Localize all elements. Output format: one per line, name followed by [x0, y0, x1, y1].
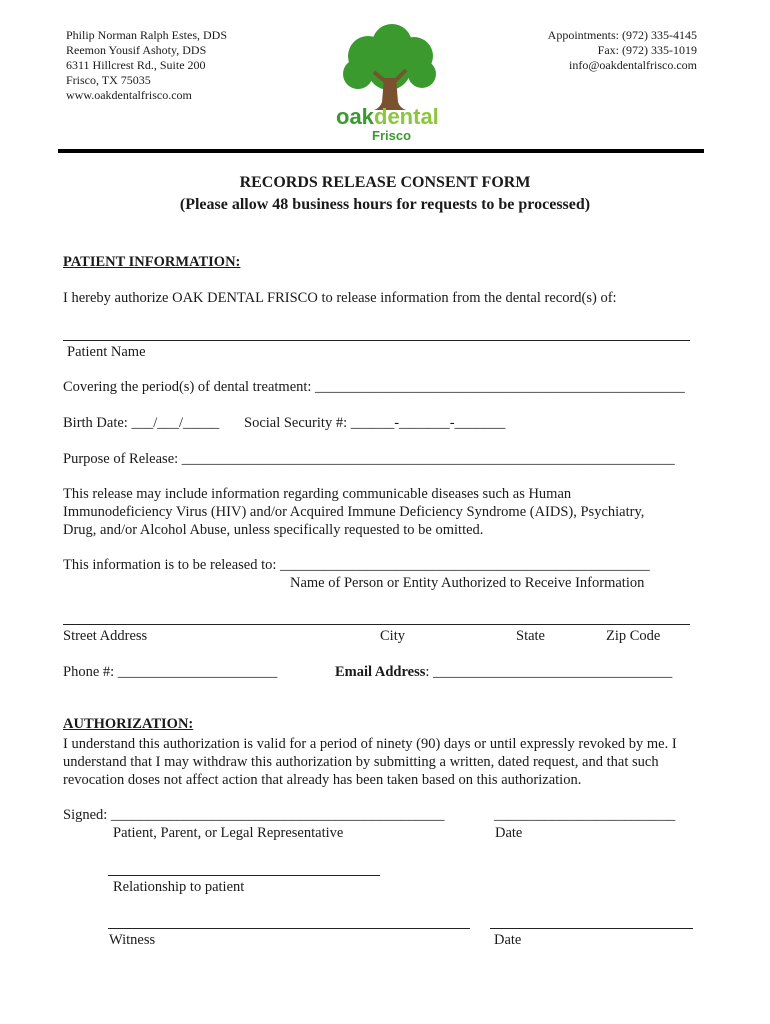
witness-date-line[interactable] — [490, 928, 693, 929]
address-line-2: Frisco, TX 75035 — [66, 73, 151, 87]
email-address: info@oakdentalfrisco.com — [568, 58, 697, 72]
authorization-line: revocation doses not affect action that already has been taken based on this authorization. — [63, 772, 582, 788]
state-label: State — [516, 628, 545, 644]
website: www.oakdentalfrisco.com — [66, 88, 192, 102]
contact-info — [548, 28, 697, 73]
form-subtitle: (Please allow 48 business hours for requests to be processed) — [179, 196, 591, 213]
signature-caption: Patient, Parent, or Legal Representative — [113, 825, 344, 841]
fax-number: Fax: (972) 335-1019 — [597, 43, 697, 57]
released-to-caption: Name of Person or Entity Authorized to Receive Information — [290, 575, 645, 591]
header-divider — [58, 149, 704, 153]
witness-line[interactable] — [108, 928, 470, 929]
authorization-text — [63, 735, 677, 789]
patient-name-line[interactable] — [63, 340, 690, 341]
signature-date-field[interactable]: _________________________ — [494, 807, 676, 823]
relationship-line[interactable] — [108, 875, 380, 876]
logo-frisco-text: Frisco — [372, 128, 412, 143]
patient-info-heading: PATIENT INFORMATION: — [63, 254, 241, 270]
released-to-field[interactable]: This information is to be released to: ___________________________________________________ — [63, 557, 650, 573]
dentist-1: Philip Norman Ralph Estes, DDS — [66, 28, 227, 42]
ssn-field[interactable]: Social Security #: ______-_______-_______ — [244, 415, 506, 431]
appointments-phone: Appointments: (972) 335-4145 — [547, 28, 697, 42]
address-line-1: 6311 Hillcrest Rd., Suite 200 — [66, 58, 206, 72]
oak-dental-logo — [334, 22, 446, 144]
patient-name-label: Patient Name — [67, 344, 146, 360]
signature-field[interactable]: Signed: ______________________________________________ — [63, 807, 445, 823]
disclosure-line: Drug, and/or Alcohol Abuse, unless specifically requested to be omitted. — [63, 522, 484, 538]
dentist-2: Reemon Yousif Ashoty, DDS — [66, 43, 207, 57]
email-field[interactable] — [335, 663, 672, 681]
witness-caption: Witness — [109, 932, 156, 948]
disclosure-text — [63, 485, 644, 539]
email-line: : _________________________________ — [425, 664, 673, 680]
purpose-field[interactable]: Purpose of Release: ____________________________________________________________________ — [63, 451, 675, 467]
authorization-line: understand that I may withdraw this authorization by submitting a written, dated request, and that such — [63, 754, 659, 770]
practice-info — [66, 28, 227, 103]
treatment-period-field[interactable]: Covering the period(s) of dental treatment: ___________________________________________________ — [63, 379, 685, 395]
relationship-caption: Relationship to patient — [113, 879, 245, 895]
disclosure-line: This release may include information regarding communicable diseases such as Human — [63, 486, 572, 502]
form-title: RECORDS RELEASE CONSENT FORM — [239, 174, 531, 191]
logo-dental-text: dental — [374, 104, 439, 129]
witness-date-caption: Date — [494, 932, 522, 948]
authorization-heading: AUTHORIZATION: — [63, 716, 194, 732]
street-label: Street Address — [63, 628, 148, 644]
email-label: Email Address — [335, 664, 426, 680]
city-label: City — [380, 628, 405, 644]
birth-date-field[interactable]: Birth Date: ___/___/_____ — [63, 415, 220, 431]
phone-field[interactable]: Phone #: ______________________ — [63, 664, 278, 680]
oak-tree-icon — [334, 22, 446, 144]
authorize-statement: I hereby authorize OAK DENTAL FRISCO to release information from the dental record(s) of: — [63, 290, 617, 306]
authorization-line: I understand this authorization is valid for a period of ninety (90) days or until expressly revoked by me. I — [63, 736, 677, 752]
disclosure-line: Immunodeficiency Virus (HIV) and/or Acquired Immune Deficiency Syndrome (AIDS), Psychiatry, — [63, 504, 645, 520]
zip-label: Zip Code — [606, 628, 661, 644]
signature-date-caption: Date — [495, 825, 523, 841]
logo-oak-text: oak — [336, 104, 374, 129]
address-line[interactable] — [63, 624, 690, 625]
